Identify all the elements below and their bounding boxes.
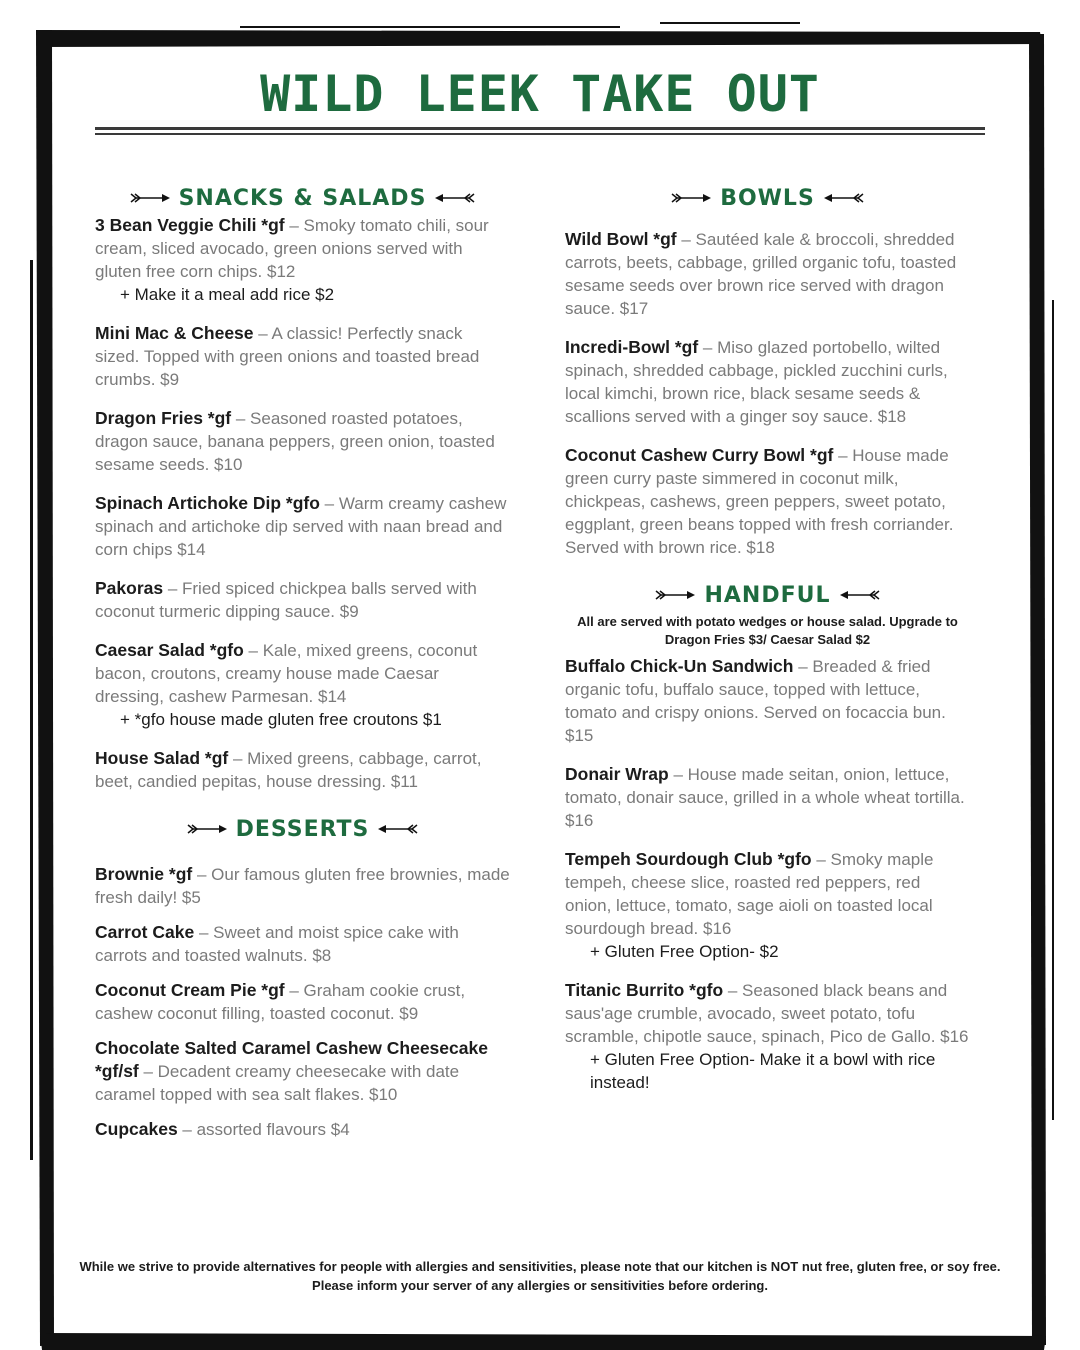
title-divider-top [95, 127, 985, 130]
handful-items [565, 655, 970, 1094]
menu-item-text [95, 921, 510, 967]
menu-item-description: – Our famous gluten free brownies, made fresh daily! $5 [95, 865, 510, 907]
menu-item-text [565, 336, 970, 428]
menu-item-text [95, 747, 510, 793]
menu-item-name: Dragon Fries *gf [95, 408, 232, 428]
section-title: SNACKS & SALADS [178, 185, 427, 211]
menu-item-name: Carrot Cake [95, 922, 195, 942]
menu-item-text [565, 655, 970, 747]
menu-item [565, 444, 970, 559]
menu-item-text [95, 1118, 510, 1141]
left-column [95, 182, 510, 1141]
title-divider-bottom [95, 133, 985, 135]
menu-item-name: Chocolate Salted Caramel Cashew Cheesecake *gf/sf [95, 1038, 488, 1081]
menu-item-text [95, 322, 510, 391]
disclaimer-line-1: While we strive to provide alternatives for people with allergies and sensitivities, please note that our kitchen is NOT nut free, gluten free, or soy free. [79, 1259, 1001, 1274]
menu-item [95, 1037, 510, 1106]
menu-item-name: Tempeh Sourdough Club *gfo [565, 849, 812, 869]
menu-item-addon: + *gfo house made gluten free croutons $1 [120, 710, 442, 729]
menu-item-name: Pakoras [95, 578, 164, 598]
menu-item-text [95, 979, 510, 1025]
menu-item-text [565, 228, 970, 320]
menu-item [95, 921, 510, 967]
menu-item [95, 492, 510, 561]
arrow-right-icon [186, 822, 228, 836]
menu-item-text [565, 979, 970, 1048]
menu-item-name: Caesar Salad *gfo [95, 640, 244, 660]
menu-item-description: – Sweet and moist spice cake with carrots and toasted walnuts. $8 [95, 923, 459, 965]
menu-item-description: – Decadent creamy cheesecake with date caramel topped with sea salt flakes. $10 [95, 1062, 460, 1104]
section-header-snacks [95, 182, 510, 214]
menu-item-description: – House made seitan, onion, lettuce, tomato, donair sauce, grilled in a whole wheat tortilla. $16 [565, 765, 965, 830]
menu-item [565, 228, 970, 320]
menu-item-description: – Sautéed kale & broccoli, shredded carrots, beets, cabbage, grilled organic tofu, toasted sesame seeds over brown rice served with dragon sauce. $17 [565, 230, 957, 318]
menu-item-text [565, 848, 970, 940]
menu-item-name: Spinach Artichoke Dip *gfo [95, 493, 320, 513]
menu-item-description: – Mixed greens, cabbage, carrot, beet, candied pepitas, house dressing. $11 [95, 749, 482, 791]
menu-item [95, 639, 510, 731]
arrow-left-icon [839, 588, 881, 602]
menu-item-description: – Seasoned roasted potatoes, dragon sauce, banana peppers, green onion, toasted sesame seeds. $10 [95, 409, 495, 474]
menu-item-description: – Seasoned black beans and saus'age crumble, avocado, sweet potato, tofu scramble, chipotle sauce, spinach, Pico de Gallo. $16 [565, 981, 969, 1046]
snacks-items [95, 214, 510, 793]
menu-item-name: Brownie *gf [95, 864, 193, 884]
menu-item-text [565, 763, 970, 832]
menu-item [565, 655, 970, 747]
menu-item [95, 863, 510, 909]
menu-item-description: – assorted flavours $4 [177, 1120, 350, 1139]
allergy-disclaimer [60, 1257, 1020, 1295]
menu-item [95, 577, 510, 623]
section-header-handful [565, 579, 970, 611]
menu-item-description: – Smoky maple tempeh, cheese slice, roasted red peppers, red onion, lettuce, tomato, sage aioli on toasted local sourdough bread. $16 [565, 850, 934, 938]
menu-item-name: Coconut Cream Pie *gf [95, 980, 285, 1000]
menu-item-name: 3 Bean Veggie Chili *gf [95, 215, 285, 235]
menu-item-name: Wild Bowl *gf [565, 229, 677, 249]
menu-item-description: – Warm creamy cashew spinach and artichoke dip served with naan bread and corn chips $14 [95, 494, 507, 559]
menu-item [565, 336, 970, 428]
menu-item-name: Titanic Burrito *gfo [565, 980, 724, 1000]
menu-item [95, 214, 510, 306]
arrow-right-icon [654, 588, 696, 602]
menu-item-name: Buffalo Chick-Un Sandwich [565, 656, 794, 676]
arrow-right-icon [670, 191, 712, 205]
bowls-items [565, 228, 970, 559]
menu-item-name: Cupcakes [95, 1119, 178, 1139]
menu-item-description: – A classic! Perfectly snack sized. Topped with green onions and toasted bread crumbs. $9 [95, 324, 480, 389]
menu-item-text [95, 639, 510, 708]
section-header-bowls [565, 182, 970, 214]
menu-item-description: – Kale, mixed greens, coconut bacon, croutons, creamy house made Caesar dressing, cashew Parmesan. $14 [95, 641, 478, 706]
menu-item [565, 979, 970, 1094]
menu-title: WILD LEEK TAKE OUT [260, 65, 820, 123]
menu-item [565, 763, 970, 832]
menu-item-description: – Miso glazed portobello, wilted spinach, shredded cabbage, pickled zucchini curls, local kimchi, brown rice, black sesame seeds & scallions served with a ginger soy sauce. $18 [565, 338, 948, 426]
menu-item-text [95, 1037, 510, 1106]
arrow-left-icon [377, 822, 419, 836]
section-header-desserts [95, 813, 510, 845]
menu-item [95, 747, 510, 793]
menu-item-description: – Breaded & fried organic tofu, buffalo sauce, topped with lettuce, tomato and crispy onions. Served on focaccia bun. $15 [565, 657, 946, 745]
menu-item-addon: + Gluten Free Option- Make it a bowl with rice instead! [590, 1050, 936, 1092]
menu-item-description: – Smoky tomato chili, sour cream, sliced avocado, green onions served with gluten free corn chips. $12 [95, 216, 489, 281]
menu-item-text [95, 492, 510, 561]
menu-item-text [95, 214, 510, 283]
menu-item [95, 322, 510, 391]
menu-item-addon: + Gluten Free Option- $2 [590, 942, 779, 961]
arrow-left-icon [823, 191, 865, 205]
menu-item-name: Incredi-Bowl *gf [565, 337, 699, 357]
menu-item [565, 848, 970, 963]
disclaimer-line-2: Please inform your server of any allergies or sensitivities before ordering. [312, 1278, 768, 1293]
section-title: HANDFUL [704, 582, 831, 608]
menu-item-name: House Salad *gf [95, 748, 229, 768]
menu-item-description: – Fried spiced chickpea balls served with coconut turmeric dipping sauce. $9 [95, 579, 477, 621]
menu-item-text [95, 577, 510, 623]
handful-note: All are served with potato wedges or house salad. Upgrade to Dragon Fries $3/ Caesar Salad $2 [577, 614, 958, 647]
desserts-items [95, 863, 510, 1141]
menu-item-name: Mini Mac & Cheese [95, 323, 254, 343]
menu-item-addon: + Make it a meal add rice $2 [120, 285, 335, 304]
arrow-right-icon [129, 191, 171, 205]
menu-item-name: Donair Wrap [565, 764, 669, 784]
menu-item-name: Coconut Cashew Curry Bowl *gf [565, 445, 834, 465]
arrow-left-icon [434, 191, 476, 205]
menu-item-text [565, 444, 970, 559]
section-title: BOWLS [720, 185, 815, 211]
right-column [565, 182, 970, 1094]
menu-item-text [95, 863, 510, 909]
menu-item-description: – House made green curry paste simmered in coconut milk, chickpeas, cashews, green peppers, sweet potato, eggplant, green beans topped with fresh corriander. Served with brown rice. $18 [565, 446, 954, 557]
menu-item-text [95, 407, 510, 476]
section-title: DESSERTS [235, 816, 370, 842]
menu-item [95, 1118, 510, 1141]
menu-item [95, 979, 510, 1025]
menu-item [95, 407, 510, 476]
menu-item-description: – Graham cookie crust, cashew coconut filling, toasted coconut. $9 [95, 981, 466, 1023]
